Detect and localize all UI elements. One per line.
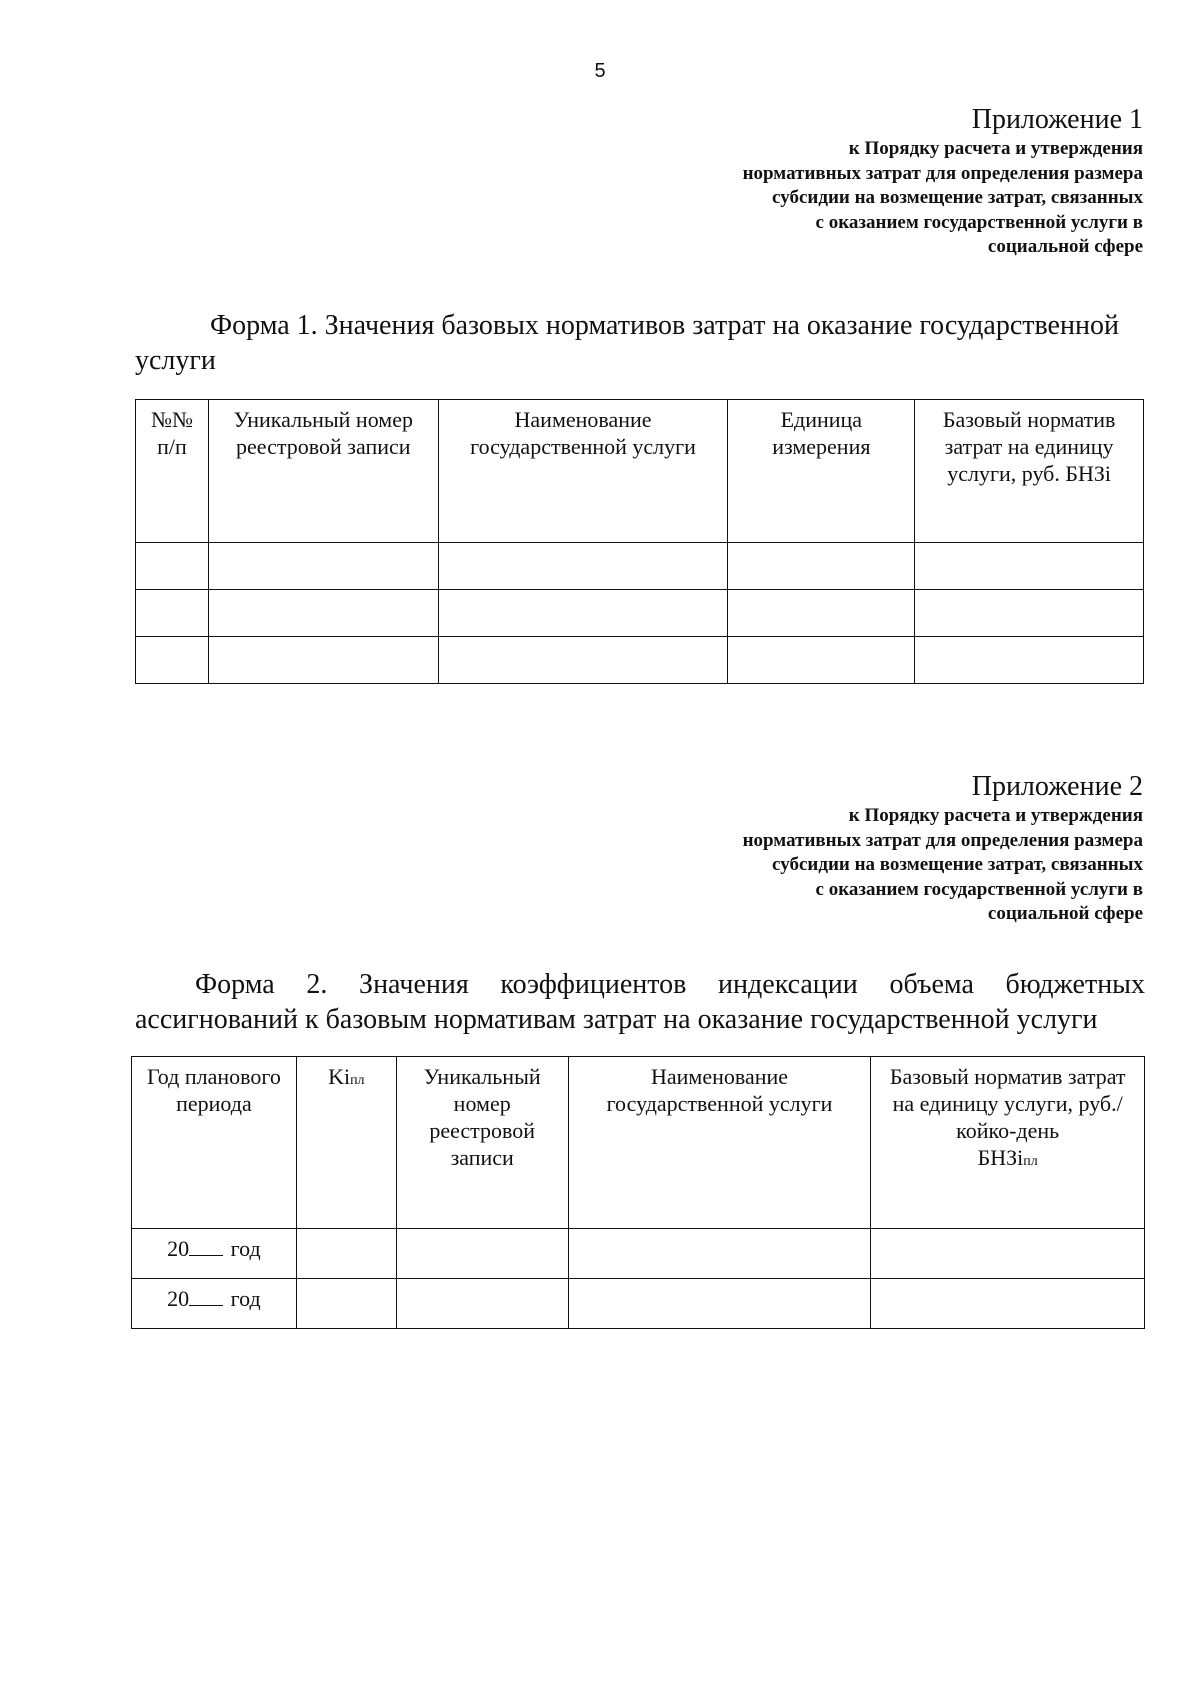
table-cell[interactable] (915, 637, 1144, 684)
table-cell[interactable] (438, 590, 728, 637)
annex-1-line: к Порядку расчета и утверждения (848, 138, 1143, 159)
table-cell[interactable] (915, 543, 1144, 590)
table-cell[interactable] (208, 543, 438, 590)
year-blank-field[interactable] (189, 1235, 223, 1256)
table-cell[interactable] (728, 637, 915, 684)
form-2-table (131, 1056, 1145, 1329)
year-blank-field[interactable] (189, 1285, 223, 1306)
table-cell[interactable] (208, 637, 438, 684)
form-2-title (135, 967, 1145, 1037)
plan-year-cell: 20 год (132, 1229, 297, 1279)
table-header-row (136, 400, 1144, 543)
table-cell[interactable] (136, 543, 209, 590)
annex-1-line: с оказанием государственной услуги в (815, 211, 1143, 233)
form-1-title (135, 308, 1145, 378)
table-cell[interactable] (871, 1279, 1145, 1329)
table-cell[interactable] (136, 637, 209, 684)
coefficient-symbol: Ki (328, 1064, 351, 1089)
table-cell[interactable] (296, 1279, 396, 1329)
column-header-service-name: Наименование государственной услуги (568, 1057, 871, 1229)
annex-2-line: социальной сфере (987, 903, 1143, 924)
table-cell[interactable] (871, 1229, 1145, 1279)
annex-2-line: к Порядку расчета и утверждения (848, 805, 1143, 826)
form-1-title-line-1: Форма 1. Значения базовых нормативов затрат на оказание государственной (210, 310, 1119, 341)
column-header-coefficient (296, 1057, 396, 1229)
base-norm-symbol: БНЗi (977, 1145, 1024, 1170)
column-header-plan-year: Год планового периода (132, 1057, 297, 1229)
column-header-unit: Единица измерения (728, 400, 915, 543)
column-header-registry-number: Уникальный номер реестровой записи (396, 1057, 568, 1229)
table-cell[interactable] (136, 590, 209, 637)
table-cell[interactable] (208, 590, 438, 637)
column-header-base-norm: Базовый норматив затрат на единицу услуги, руб. БНЗi (915, 400, 1144, 543)
table-row (136, 590, 1144, 637)
column-header-registry-number: Уникальный номер реестровой записи (208, 400, 438, 543)
base-norm-subscript: пл (1023, 1154, 1038, 1169)
table-cell[interactable] (396, 1279, 568, 1329)
annex-2-line: с оказанием государственной услуги в (815, 878, 1143, 900)
table-row (132, 1279, 1145, 1329)
table-cell[interactable] (568, 1229, 871, 1279)
annex-1-header (743, 103, 1143, 260)
annex-1-title: Приложение 1 (971, 104, 1143, 135)
column-header-number: №№ п/п (136, 400, 209, 543)
coefficient-subscript: пл (350, 1073, 365, 1088)
table-cell[interactable] (438, 637, 728, 684)
table-cell[interactable] (915, 590, 1144, 637)
table-cell[interactable] (728, 590, 915, 637)
annex-2-line: субсидии на возмещение затрат, связанных (772, 854, 1143, 875)
table-row (136, 543, 1144, 590)
table-cell[interactable] (728, 543, 915, 590)
annex-1-line: субсидии на возмещение затрат, связанных (772, 187, 1143, 208)
annex-2-header (743, 770, 1143, 927)
base-norm-label: Базовый норматив затрат на единицу услуги, руб./койко-день (889, 1064, 1126, 1143)
table-cell[interactable] (396, 1229, 568, 1279)
page-number: 5 (594, 60, 606, 82)
annex-2-title: Приложение 2 (971, 771, 1143, 802)
table-cell[interactable] (296, 1229, 396, 1279)
annex-1-line: социальной сфере (987, 236, 1143, 257)
form-2-title-line-1: Форма 2. Значения коэффициентов индексации объема бюджетных (195, 969, 1145, 1000)
table-header-row (132, 1057, 1145, 1229)
annex-2-line: нормативных затрат для определения размера (742, 829, 1143, 851)
column-header-service-name: Наименование государственной услуги (438, 400, 728, 543)
table-row (132, 1229, 1145, 1279)
table-cell[interactable] (438, 543, 728, 590)
form-2-title-line-2: ассигнований к базовым нормативам затрат на оказание государственной услуги (135, 1004, 1098, 1035)
form-1-table (135, 399, 1144, 684)
column-header-base-norm (871, 1057, 1145, 1229)
annex-1-line: нормативных затрат для определения размера (742, 162, 1143, 184)
form-1-title-line-2: услуги (135, 345, 216, 376)
table-cell[interactable] (568, 1279, 871, 1329)
plan-year-cell: 20 год (132, 1279, 297, 1329)
table-row (136, 637, 1144, 684)
